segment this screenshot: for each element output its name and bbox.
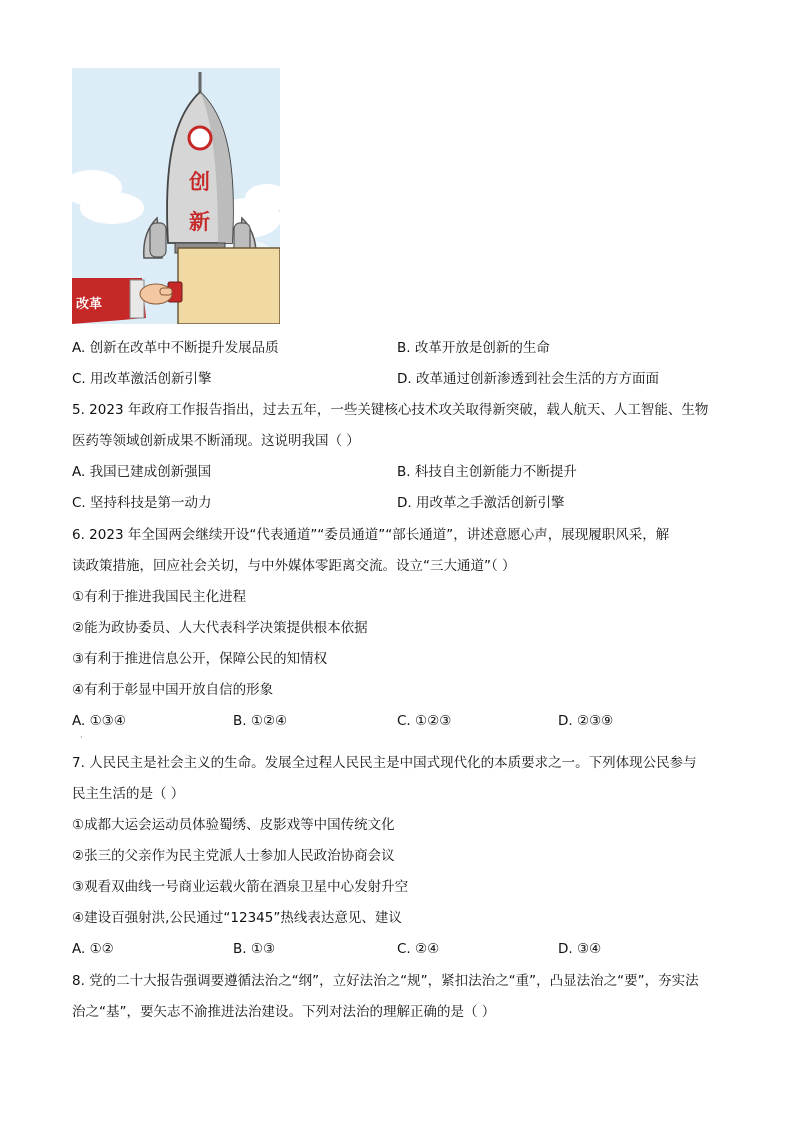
- q7-statement-3: ③观看双曲线一号商业运载火箭在酒泉卫星中心发射升空: [72, 879, 409, 895]
- q6-statement-3: ③有利于推进信息公开，保障公民的知情权: [72, 651, 328, 667]
- q6-statement-4: ④有利于彰显中国开放自信的形象: [72, 682, 274, 698]
- q6-option-a: A. ①③④: [72, 713, 126, 729]
- q7-stem-line2: 民主生活的是（ ）: [72, 786, 185, 802]
- q8-stem-line1: 8. 党的二十大报告强调要遵循法治之“纲”，立好法治之“规”，紧扣法治之“重”，凸显法治之“要”，夯实法: [72, 973, 699, 989]
- q7-option-d: D. ③④: [558, 941, 602, 957]
- q6-stem-line2: 读政策措施，回应社会关切，与中外媒体零距离交流。设立“三大通道”（ ）: [72, 558, 516, 574]
- q7-stem-line1: 7. 人民民主是社会主义的生命。发展全过程人民民主是中国式现代化的本质要求之一。下列体现公民参与: [72, 755, 697, 771]
- q6-statement-2: ②能为政协委员、人大代表科学决策提供根本依据: [72, 620, 368, 636]
- innovation-rocket-cartoon: [72, 68, 280, 324]
- q4-option-a: A. 创新在改革中不断提升发展品质: [72, 340, 279, 356]
- q8-stem-line2: 治之“基”，要矢志不渝推进法治建设。下列对法治的理解正确的是（ ）: [72, 1004, 496, 1020]
- q5-option-b: B. 科技自主创新能力不断提升: [397, 464, 577, 480]
- q7-statement-2: ②张三的父亲作为民主党派人士参加人民政治协商会议: [72, 848, 395, 864]
- q6-option-c: C. ①②③: [397, 713, 452, 729]
- q5-option-d: D. 用改革之手激活创新引擎: [397, 495, 565, 511]
- q5-stem-line1: 5. 2023 年政府工作报告指出，过去五年，一些关键核心技术攻关取得新突破，载人航天、人工智能、生物: [72, 402, 709, 418]
- rocket-label-chuang: 创: [189, 169, 210, 194]
- q6-option-b: B. ①②④: [233, 713, 288, 729]
- q5-stem-line2: 医药等领域创新成果不断涌现。这说明我国（ ）: [72, 433, 360, 449]
- sleeve-label-gaige: 改革: [76, 297, 103, 312]
- q7-option-b: B. ①③: [233, 941, 276, 957]
- rocket-label-xin: 新: [189, 209, 210, 234]
- q4-option-b: B. 改革开放是创新的生命: [397, 340, 550, 356]
- q4-option-d: D. 改革通过创新渗透到社会生活的方方面面: [397, 371, 659, 387]
- stray-mark: ·: [80, 733, 83, 742]
- q6-statement-1: ①有利于推进我国民主化进程: [72, 589, 247, 605]
- q7-statement-1: ①成都大运会运动员体验蜀绣、皮影戏等中国传统文化: [72, 817, 395, 833]
- q7-statement-4: ④建设百强射洪,公民通过“12345”热线表达意见、建议: [72, 910, 402, 926]
- q6-stem-line1: 6. 2023 年全国两会继续开设“代表通道”“委员通道”“部长通道”，讲述意愿心声，展现履职风采，解: [72, 527, 670, 543]
- q4-option-c: C. 用改革激活创新引擎: [72, 371, 212, 387]
- q5-option-c: C. 坚持科技是第一动力: [72, 495, 212, 511]
- q5-option-a: A. 我国已建成创新强国: [72, 464, 212, 480]
- q7-option-a: A. ①②: [72, 941, 114, 957]
- q7-option-c: C. ②④: [397, 941, 440, 957]
- q6-option-d: D. ②③⑨: [558, 713, 614, 729]
